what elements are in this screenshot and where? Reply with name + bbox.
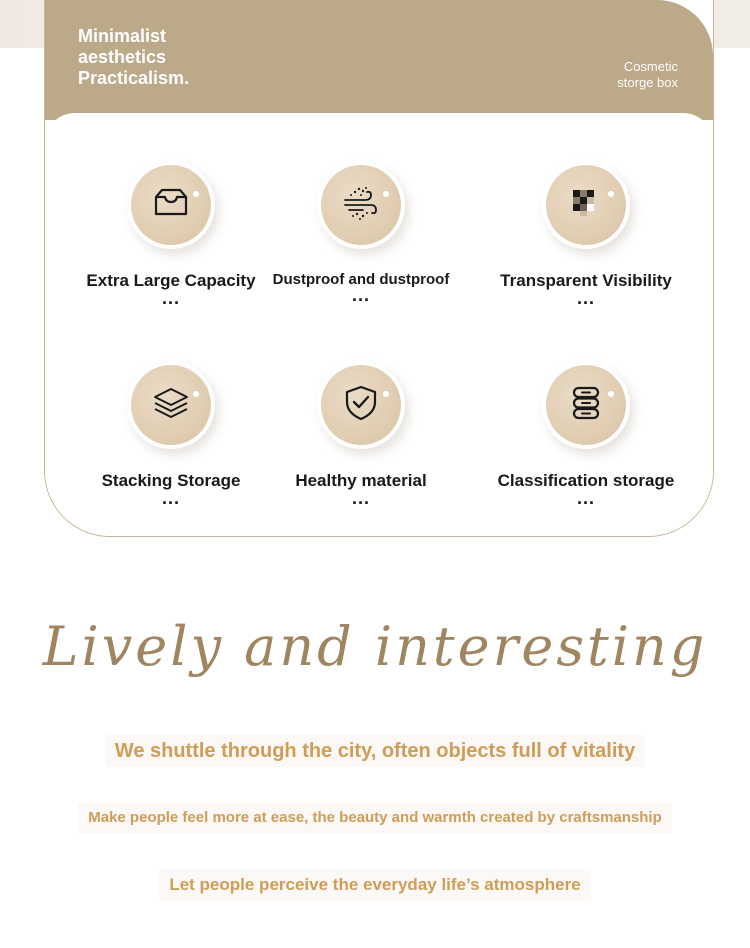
feature-card <box>44 0 714 537</box>
tagline-bar-text: We shuttle through the city, often objects full of vitality <box>105 735 645 767</box>
tagline-bar-2 <box>0 803 750 833</box>
subtitle-line: storge box <box>617 75 678 90</box>
tagline-bar-text: Let people perceive the everyday life’s atmosphere <box>159 869 590 901</box>
script-heading <box>0 603 750 703</box>
icon-badge <box>127 361 215 449</box>
ellipsis: ... <box>576 488 595 508</box>
ellipsis: ... <box>351 488 370 508</box>
ellipsis: ... <box>351 285 370 305</box>
feature-dustproof <box>251 161 471 305</box>
feature-label: Healthy material <box>295 471 427 490</box>
tagline-line: Minimalist <box>78 26 167 46</box>
feature-healthy-material <box>251 361 471 508</box>
ellipsis: ... <box>161 488 180 508</box>
drawers-icon <box>566 383 606 423</box>
ellipsis: ... <box>576 288 595 308</box>
feature-stacking-storage <box>61 361 281 508</box>
icon-badge <box>317 161 405 249</box>
feature-label: Stacking Storage <box>101 471 241 490</box>
script-heading-text: Lively and interesting <box>42 615 708 678</box>
tagline-bar-text: Make people feel more at ease, the beauty and warmth created by craftsmanship <box>78 803 672 833</box>
tagline-bar-3 <box>0 869 750 901</box>
feature-label: Classification storage <box>497 471 675 490</box>
feature-label: Dustproof and dustproof <box>272 271 450 288</box>
dust-wind-icon <box>341 183 381 223</box>
checker-icon <box>566 183 606 223</box>
shield-check-icon <box>341 383 381 423</box>
tagline-line: Practicalism. <box>78 68 190 88</box>
feature-extra-large-capacity <box>61 161 281 308</box>
ellipsis: ... <box>161 288 180 308</box>
tray-icon <box>151 183 191 223</box>
product-subtitle <box>617 59 678 91</box>
tagline-line: aesthetics <box>78 47 167 67</box>
icon-badge <box>317 361 405 449</box>
tagline <box>78 26 189 89</box>
feature-classification-storage <box>476 361 696 508</box>
card-header <box>45 0 713 120</box>
feature-label: Transparent Visibility <box>500 271 672 290</box>
icon-badge <box>542 361 630 449</box>
tagline-bar-1 <box>0 735 750 767</box>
layers-icon <box>151 383 191 423</box>
icon-badge <box>542 161 630 249</box>
subtitle-line: Cosmetic <box>623 59 678 74</box>
feature-label: Extra Large Capacity <box>86 271 256 290</box>
icon-badge <box>127 161 215 249</box>
card-body <box>45 113 713 537</box>
feature-transparent-visibility <box>476 161 696 308</box>
